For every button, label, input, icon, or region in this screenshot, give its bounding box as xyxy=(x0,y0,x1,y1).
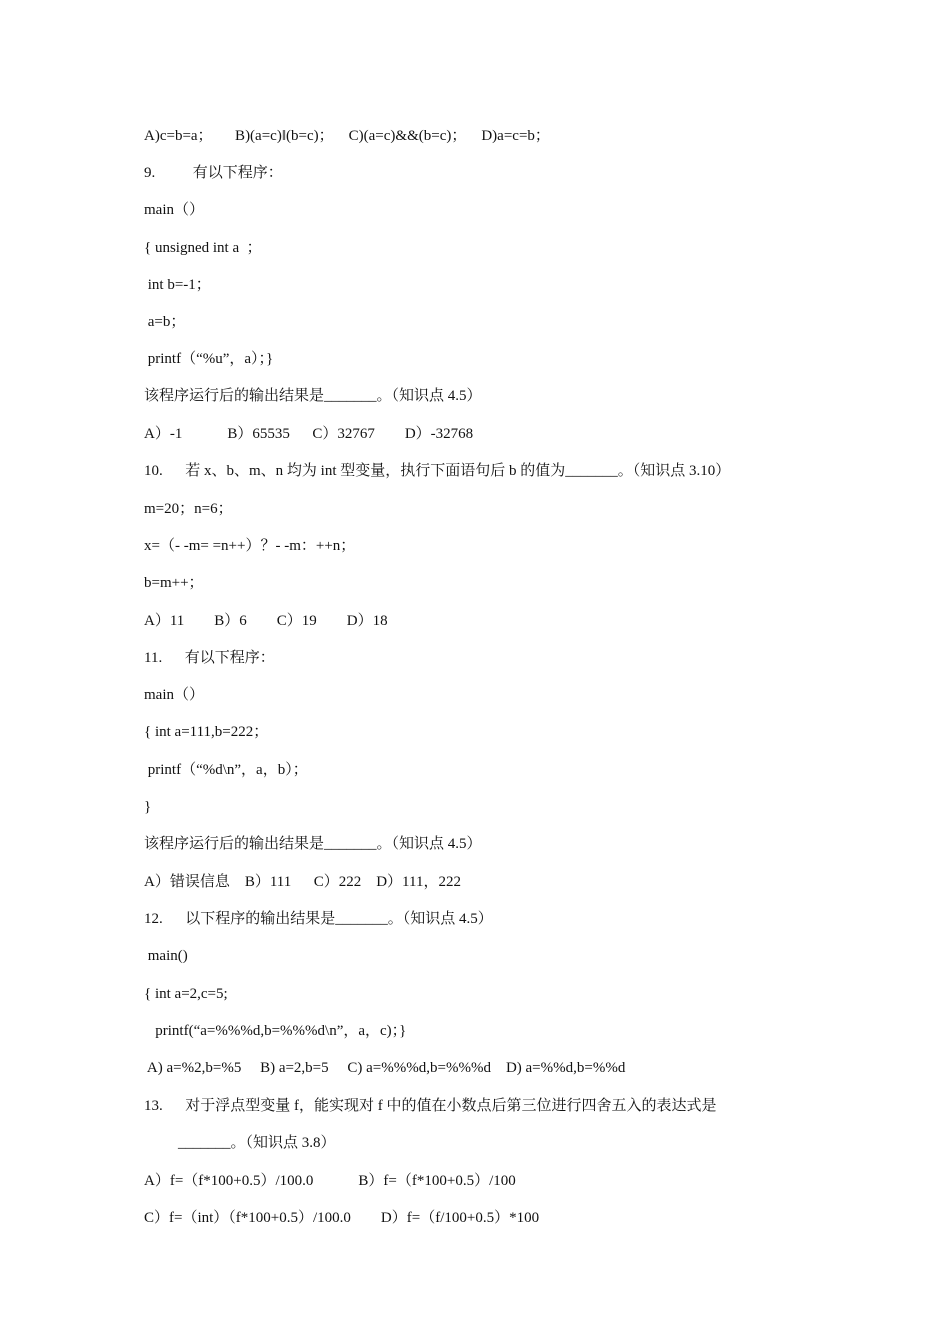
q8-options: A)c=b=a； B)(a=c)‖(b=c)； C)(a=c)&&(b=c)； D)a=c=b； xyxy=(144,128,550,144)
q13-options-ab: A）f=（f*100+0.5）/100.0 B）f=（f*100+0.5）/100 xyxy=(144,1173,516,1189)
code-line: main（） xyxy=(144,202,204,218)
q11-question: 该程序运行后的输出结果是_______。（知识点 4.5） xyxy=(144,836,482,852)
code-line: b=m++； xyxy=(144,575,204,591)
q10-options: A）11 B）6 C）19 D）18 xyxy=(144,613,388,629)
q12-heading: 12. 以下程序的输出结果是_______。（知识点 4.5） xyxy=(144,911,493,927)
code-line: int b=-1； xyxy=(144,277,211,293)
code-line: a=b； xyxy=(144,314,186,330)
q12-options: A) a=%2,b=%5 B) a=2,b=5 C) a=%%%d,b=%%%d D) a=%%d,b=%%d xyxy=(144,1060,626,1076)
code-line: { unsigned int a ； xyxy=(144,240,262,256)
code-line: main() xyxy=(144,948,188,964)
q10-heading: 10. 若 x、b、m、n 均为 int 型变量，执行下面语句后 b 的值为_______。（知识点 3.10） xyxy=(144,463,731,479)
code-line: printf(“a=%%%d,b=%%%d\n”，a，c)；} xyxy=(144,1023,407,1039)
code-line: printf（“%d\n”，a，b）； xyxy=(144,762,308,778)
code-line: } xyxy=(144,799,152,815)
q9-question: 该程序运行后的输出结果是_______。（知识点 4.5） xyxy=(144,388,482,404)
code-line: { int a=111,b=222； xyxy=(144,724,269,740)
code-line: { int a=2,c=5; xyxy=(144,986,228,1002)
q9-heading: 9. 有以下程序： xyxy=(144,165,283,181)
code-line: x=（- -m= =n++）？- -m：++n； xyxy=(144,538,356,554)
code-line: main（） xyxy=(144,687,204,703)
q11-heading: 11. 有以下程序： xyxy=(144,650,275,666)
q9-options: A）-1 B）65535 C）32767 D）-32768 xyxy=(144,426,474,442)
q13-heading: 13. 对于浮点型变量 f，能实现对 f 中的值在小数点后第三位进行四舍五入的表达式是 xyxy=(144,1098,717,1114)
q13-options-cd: C）f=（int）（f*100+0.5）/100.0 D）f=（f/100+0.5）*100 xyxy=(144,1210,540,1226)
q11-options: A）错误信息 B）111 C）222 D）111，222 xyxy=(144,874,461,890)
code-line: m=20；n=6； xyxy=(144,501,233,517)
code-line: printf（“%u”，a）；} xyxy=(144,351,274,367)
q13-heading-continued: _______。（知识点 3.8） xyxy=(178,1135,336,1151)
